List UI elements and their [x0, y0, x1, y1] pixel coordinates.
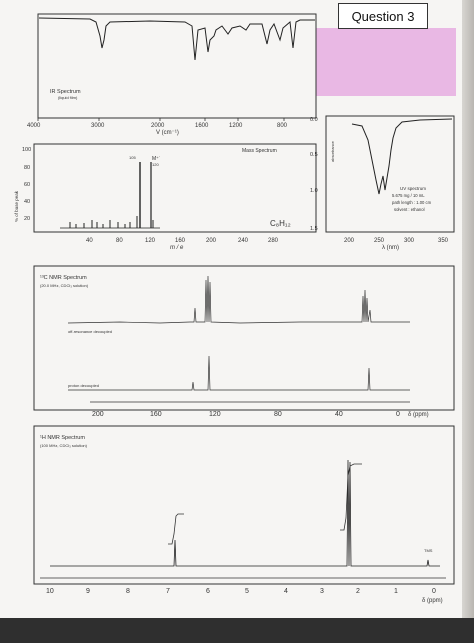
h1-trace: [50, 460, 440, 566]
ir-tick-1600: 1600: [195, 123, 209, 129]
c13-off-label: off-resonance decoupled: [68, 329, 112, 334]
uv-ytick-0: 0.0: [310, 117, 318, 123]
page-edge: [462, 0, 474, 618]
c13-tick-40: 40: [335, 411, 343, 418]
ms-ytick-100: 100: [22, 147, 32, 153]
h1-integral-aromatic: [168, 514, 184, 544]
uv-xtick-350: 350: [438, 238, 449, 244]
uv-xtick-300: 300: [404, 238, 415, 244]
ir-tick-1200: 1200: [229, 123, 243, 129]
h1-tick-6: 6: [206, 588, 210, 595]
ir-trace: [39, 18, 315, 60]
h1-tick-0: 0: [432, 588, 436, 595]
ir-tick-2000: 2000: [151, 123, 165, 129]
uv-ytick-15: 1.5: [310, 226, 318, 232]
c13-tick-0: 0: [396, 411, 400, 418]
mass-spectrum: [14, 144, 316, 251]
c13-nmr-spectrum: [34, 266, 454, 418]
uv-xtick-200: 200: [344, 238, 355, 244]
c13-title: ¹³C NMR Spectrum: [40, 275, 87, 281]
h1-tick-2: 2: [356, 588, 360, 595]
c13-proton-trace: [68, 356, 410, 390]
ms-xtick-120: 120: [145, 238, 156, 244]
c13-unit: δ (ppm): [408, 412, 429, 418]
h1-tick-3: 3: [320, 588, 324, 595]
h1-tick-1: 1: [394, 588, 398, 595]
uv-ytick-10: 1.0: [310, 188, 318, 194]
ir-xlabel: V (cm⁻¹): [156, 130, 179, 136]
ir-tick-3000: 3000: [91, 123, 105, 129]
ms-xtick-80: 80: [116, 238, 123, 244]
uv-info-title: UV spectrum: [400, 186, 427, 191]
h1-tick-9: 9: [86, 588, 90, 595]
uv-info-path: path length : 1.00 cm: [392, 200, 432, 205]
ms-ytick-20: 20: [24, 216, 31, 222]
ir-frame: [38, 14, 316, 118]
h1-subtitle: (100 MHz, CDCl₃ solution): [40, 443, 87, 448]
ms-mplus-label: M⁺˙: [152, 156, 161, 162]
h1-integral-methyl: [340, 464, 362, 530]
c13-tick-200: 200: [92, 411, 104, 418]
h1-tms-label: TMS: [424, 548, 433, 553]
c13-frame: [34, 266, 454, 410]
uv-trace: [352, 119, 452, 194]
h1-tick-8: 8: [126, 588, 130, 595]
uv-spectrum: [310, 116, 454, 251]
h1-frame: [34, 426, 454, 584]
bottom-bar: [0, 618, 474, 643]
h1-tick-10: 10: [46, 588, 54, 595]
ir-tick-4000: 4000: [27, 123, 41, 129]
c13-tick-120: 120: [209, 411, 221, 418]
uv-info-solvent: solvent : ethanol: [394, 207, 425, 212]
uv-xlabel: λ (nm): [382, 245, 399, 251]
ms-peak-label: 105: [129, 155, 136, 160]
uv-ytick-05: 0.5: [310, 152, 318, 158]
c13-tick-160: 160: [150, 411, 162, 418]
ms-xtick-240: 240: [238, 238, 249, 244]
c13-proton-label: proton decoupled: [68, 383, 99, 388]
ms-ytick-80: 80: [24, 165, 31, 171]
ms-xtick-40: 40: [86, 238, 93, 244]
c13-off-trace: [68, 276, 410, 323]
ms-ylabel: % of base peak: [14, 190, 19, 222]
ms-xtick-280: 280: [268, 238, 279, 244]
ms-ytick-40: 40: [24, 199, 31, 205]
uv-frame: [326, 116, 454, 232]
ms-xtick-200: 200: [206, 238, 217, 244]
h1-title: ¹H NMR Spectrum: [40, 435, 85, 441]
ms-mplus-value: 120: [152, 162, 159, 167]
ms-xtick-160: 160: [175, 238, 186, 244]
ir-title: IR Spectrum: [50, 89, 81, 95]
question-label: Question 3: [338, 3, 428, 29]
h1-tick-7: 7: [166, 588, 170, 595]
ms-ytick-60: 60: [24, 182, 31, 188]
c13-tick-80: 80: [274, 411, 282, 418]
h1-nmr-spectrum: [34, 426, 454, 604]
uv-ylabel: absorbance: [330, 141, 335, 162]
uv-xtick-250: 250: [374, 238, 385, 244]
uv-info-conc: 5.675 mg / 10 mL: [392, 193, 425, 198]
ir-spectrum: [27, 14, 316, 136]
ms-peaks: [70, 162, 153, 228]
h1-unit: δ (ppm): [422, 598, 443, 604]
ms-formula: C₈H₁₂: [270, 219, 291, 228]
ir-tick-800: 800: [277, 123, 288, 129]
c13-subtitle: (20.0 MHz, CDCl₃ solution): [40, 283, 89, 288]
ms-title: Mass Spectrum: [242, 148, 277, 154]
ms-xlabel: m / e: [170, 245, 184, 251]
h1-tick-4: 4: [284, 588, 288, 595]
ir-subtitle: (liquid film): [58, 95, 78, 100]
h1-tick-5: 5: [245, 588, 249, 595]
